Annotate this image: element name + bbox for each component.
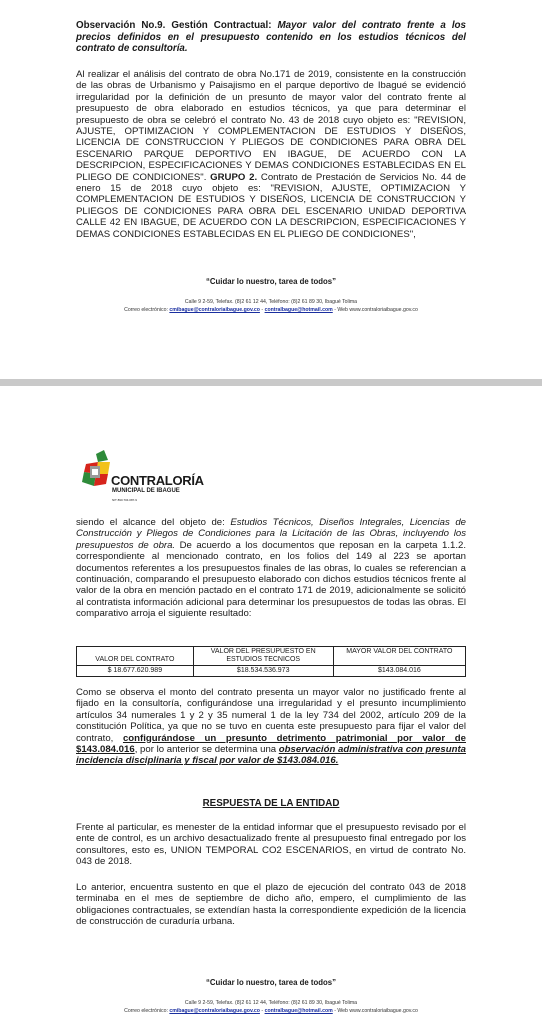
logo-subtitle: MUNICIPAL DE IBAGUE <box>112 488 180 494</box>
response-heading: RESPUESTA DE LA ENTIDAD <box>202 798 340 809</box>
paragraph-conclusion: Como se observa el monto del contrato presenta un mayor valor no justificado frente al fijado en la consultoría, configurándose una irregularidad y el presunto incumplimiento artículos 34 numerales 1 y 2 y 35 numeral 1 de la ley 734 del 2002, artículo 209 de la constitución Política, ya que no se tuvo en cuenta este presupuesto para fijar el valor del contrato, configurándose un presunto detrimento patrimonial por valor de $143.084.016, por lo anterior se determina una observación administrativa con presunta incidencia disciplinaria y fiscal por valor de $143.084.016. <box>76 687 466 767</box>
paragraph-response-1: Frente al particular, es menester de la entidad informar que el presupuesto revisado por el ente de control, es un archivo desactualizado frente al presupuesto final entregado por los consultores, esto es, UNION TEMPORAL CO2 ESCENARIOS, en virtud de contrato No. 043 de 2018. <box>76 822 466 868</box>
logo-nit: NIT 890.704.087-9 <box>112 498 137 502</box>
paragraph-scope: siendo el alcance del objeto de: Estudios Técnicos, Diseños Integrales, Licencias de Construcción y Pliegos de Condiciones para la Licitación de las Obras, incluyendo los presupuestos de obra. De acuerdo a los documentos que reposan en la carpeta 1.1.2. correspondiente al mencionado contrato, en los folios del 149 al 223 se aportan documentos referentes a los presupuestos finales de las obras, lo cuales se referencian a continuación, comparando el presupuesto elaborado con dichos estudios técnicos frente al valor de la obra en mención pactado en el contrato 171 de 2019, adicionalmente se solicitó al contratista información adicional para determinar los presupuestos de todas las obras. El comparativo arroja el siguiente resultado: <box>76 517 466 620</box>
table-header-cell: VALOR DEL PRESUPUESTO EN ESTUDIOS TECNICOS <box>193 647 333 666</box>
table-cell: $18.534.536.973 <box>193 666 333 677</box>
footer-contact: Correo electrónico: cmibague@contraloriaibague.gov.co - contralbague@hotmail.com - Web www.contraloriaibague.gov.co <box>124 1008 418 1014</box>
document-page-1 <box>0 0 542 379</box>
table-cell: $ 18.677.620.989 <box>77 666 194 677</box>
footer-address: Calle 9 2-59, Telefax. (8)2 61 12 44, Teléfono: (8)2 61 89 30, Ibagué Tolima <box>184 299 358 305</box>
email-link-2[interactable]: contralbague@hotmail.com <box>264 1008 333 1014</box>
footer-contact: Correo electrónico: cmibague@contraloriaibague.gov.co - contralbague@hotmail.com - Web www.contraloriaibague.gov.co <box>124 307 418 313</box>
email-link-2[interactable]: contralbague@hotmail.com <box>264 307 333 313</box>
table-cell: $143.084.016 <box>333 666 465 677</box>
logo-name: CONTRALORÍA <box>111 473 204 488</box>
contraloria-logo <box>78 448 204 508</box>
table-header-cell: VALOR DEL CONTRATO <box>77 647 194 666</box>
document-page-2 <box>0 386 542 1024</box>
table-header-row <box>77 647 466 666</box>
email-link-1[interactable]: cmibague@contraloriaibague.gov.co <box>169 1008 260 1014</box>
table-header-cell: MAYOR VALOR DEL CONTRATO <box>333 647 465 666</box>
grupo-label: GRUPO 2. <box>210 171 258 183</box>
paragraph-response-2: Lo anterior, encuentra sustento en que el plazo de ejecución del contrato 043 de 2018 terminaba en el mes de septiembre de dicho año, empero, el cumplimiento de las obligaciones contractuales, se extendían hasta la correspondiente expedición de la licencia de construcción de curaduría urbana. <box>76 882 466 928</box>
footer-address: Calle 9 2-59, Telefax. (8)2 61 12 44, Teléfono: (8)2 61 89 30, Ibagué Tolima <box>184 1000 358 1006</box>
comparison-table <box>76 646 466 677</box>
footer-motto: “Cuidar lo nuestro, tarea de todos” <box>206 978 336 987</box>
observation-title: Observación No.9. Gestión Contractual: Mayor valor del contrato frente a los precios definidos en el presupuesto contenido en los estudios técnicos del contrato de consultoría. <box>76 20 466 55</box>
paragraph-contract-analysis: Al realizar el análisis del contrato de obra No.171 de 2019, consistente en la construcción de las obras de Urbanismo y Paisajismo en el parque deportivo de Ibagué se evidenció irregularidad por la definición de un presunto de mayor valor del contrato frente al presupuesto de obra elaborado en estudios técnicos, ya que para determinar el presupuesto de obra se celebró el contrato No. 43 de 2018 cuyo objeto es: "REVISION, AJUSTE, OPTIMIZACION Y COMPLEMENTACION DE ESTUDIOS Y DISEÑOS, LICENCIA DE CONSTRUCCION Y PLIEGOS DE CONDICIONES PARA OBRA DEL ESCENARIO PARQUE DEPORTIVO EN IBAGUE, DE ACUERDO CON LA DESCRIPCION, ESPECIFICACIONES Y DEMAS CONDICIONES ESTABLECIDAS EN EL PLIEGO DE CONDICIONES". GRUPO 2. Contrato de Prestación de Servicios No. 44 de enero 15 de 2018 cuyo objeto es: "REVISION, AJUSTE, OPTIMIZACION Y COMPLEMENTACION DE ESTUDIOS Y DISEÑOS, LICENCIA DE CONSTRUCCION Y PLIEGOS DE CONDICIONES PARA OBRA DEL ESCENARIO UNIDAD DEPORTIVA CALLE 42 EN IBAGUE, DE ACUERDO CON LA DESCRIPCION, ESPECIFICACIONES Y DEMAS CONDICIONES ESTABLECIDAS EN EL PLIEGO DE CONDICIONES", <box>76 69 466 240</box>
footer-motto: “Cuidar lo nuestro, tarea de todos” <box>206 277 336 286</box>
table-row <box>77 666 466 677</box>
email-link-1[interactable]: cmibague@contraloriaibague.gov.co <box>169 307 260 313</box>
